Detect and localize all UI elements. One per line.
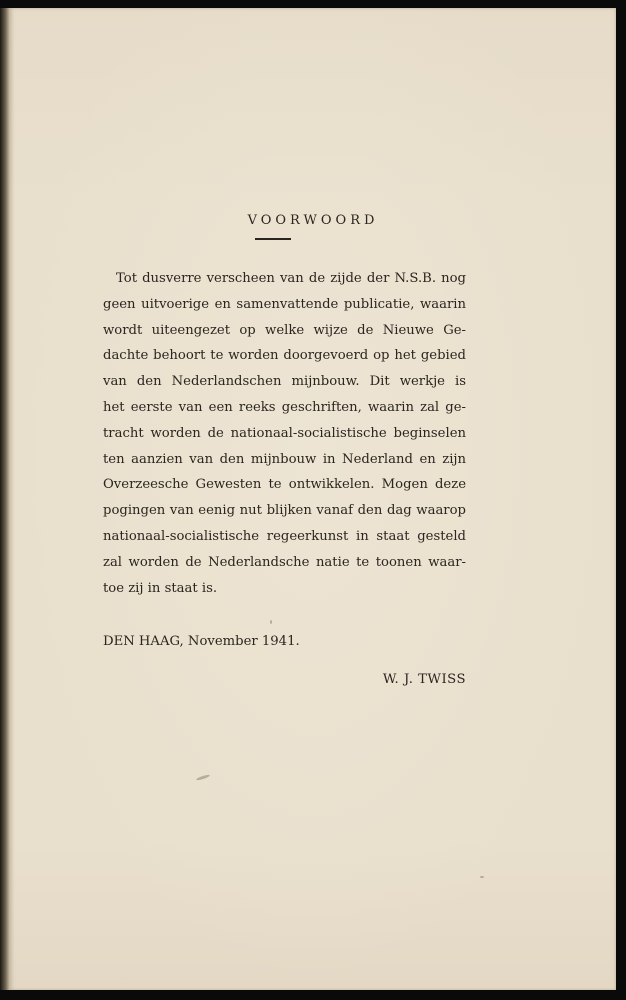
heading-rule bbox=[255, 238, 291, 240]
place-and-date: DEN HAAG, November 1941. bbox=[103, 634, 300, 649]
paragraph-line: geen uitvoerige en samenvattende publicatie, waarin bbox=[103, 296, 466, 312]
paper-speck bbox=[270, 620, 272, 624]
paragraph-line: dachte behoort te worden doorgevoerd op het gebied bbox=[103, 348, 466, 364]
page-heading: VOORWOORD bbox=[247, 213, 379, 228]
paper-speck bbox=[480, 876, 484, 878]
paragraph-line: tracht worden de nationaal-socialistische beginselen bbox=[103, 425, 466, 441]
paragraph-line: Tot dusverre verscheen van de zijde der N.S.B. nog bbox=[116, 271, 466, 286]
paragraph-line: wordt uiteengezet op welke wijze de Nieuwe Ge- bbox=[103, 322, 466, 338]
foreword-paragraph bbox=[103, 266, 466, 601]
author-signature: W. J. TWISS bbox=[382, 672, 466, 687]
paragraph-line: van den Nederlandschen mijnbouw. Dit werkje is bbox=[103, 374, 466, 390]
book-spine-edge bbox=[0, 8, 10, 990]
paragraph-line: pogingen van eenig nut blijken vanaf den dag waarop bbox=[103, 503, 466, 519]
paragraph-line: Overzeesche Gewesten te ontwikkelen. Mogen deze bbox=[103, 477, 466, 493]
paragraph-line: toe zij in staat is. bbox=[103, 580, 218, 596]
paper-speck bbox=[196, 774, 210, 781]
paragraph-line: het eerste van een reeks geschriften, waarin zal ge- bbox=[103, 399, 466, 415]
paragraph-line: zal worden de Nederlandsche natie te toonen waar- bbox=[103, 554, 466, 570]
paragraph-line: ten aanzien van den mijnbouw in Nederland en zijn bbox=[103, 451, 466, 467]
paper-sheet bbox=[10, 8, 616, 990]
paragraph-line: nationaal-socialistische regeerkunst in staat gesteld bbox=[103, 528, 466, 544]
